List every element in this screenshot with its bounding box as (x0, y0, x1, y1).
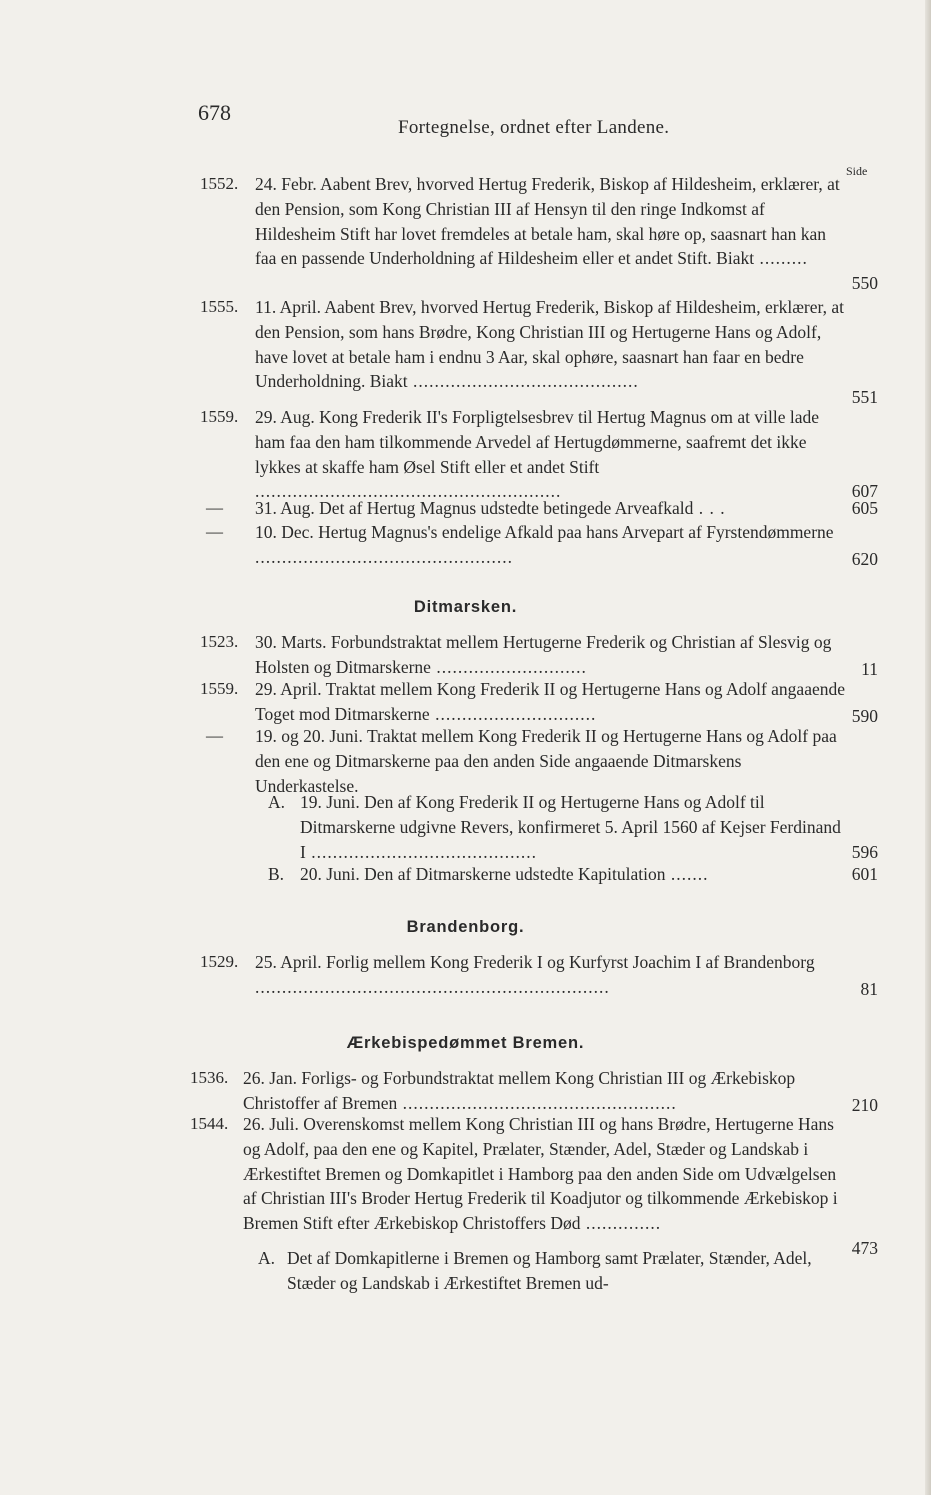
entry-year: 1529. (200, 952, 239, 971)
subentry-letter: A. (268, 792, 286, 812)
entry-text: 29. Aug. Kong Frederik II's Forpligtelsesbrev til Hertug Magnus om at ville lade ham faa den ham tilkommende Arvedel af Hertugdømmerne, saafremt det ikke lykkes at skaffe ham Øsel Stift eller et andet Stift ......................................................... (255, 407, 820, 502)
entry-text: 19. og 20. Juni. Traktat mellem Kong Frederik II og Hertugerne Hans og Adolf paa den ene og Ditmarskerne paa den anden Side angaaende Ditmarskens Underkastelse. (255, 726, 837, 796)
entry-text: 25. April. Forlig mellem Kong Frederik I og Kurfyrst Joachim I af Brandenborg .................................................................. (255, 952, 815, 997)
entry-text: 31. Aug. Det af Hertug Magnus udstedte betingede Arveafkald . . . (255, 498, 726, 518)
section-title-bremen: Ærkebispedømmet Bremen. (346, 1034, 585, 1052)
entry-page: 210 (851, 1095, 878, 1115)
entry-year: 1555. (200, 297, 239, 316)
entry-year: — (206, 498, 223, 517)
subentry-letter: B. (268, 864, 285, 884)
entry-page: 550 (851, 273, 878, 293)
entry-year: — (206, 726, 223, 745)
subentry-text: 19. Juni. Den af Kong Frederik II og Hertugerne Hans og Adolf til Ditmarskerne udgivne Revers, konfirmeret 5. April 1560 af Kejser Ferdinand I .......................................... (300, 792, 841, 862)
entry-text: 11. April. Aabent Brev, hvorved Hertug Frederik, Biskop af Hildesheim, erklærer, at den Pension, som hans Brødre, Kong Christian III og Hertugerne Hans og Adolf, have lovet at betale ham i endnu 3 Aar, skal ophøre, saasnart han faar en bedre Underholdning. Biakt .......................................... (255, 297, 844, 392)
entry-text: 26. Juli. Overenskomst mellem Kong Christian III og hans Brødre, Hertugerne Hans og Adolf, paa den ene og Kapitel, Prælater, Stænder, Adel, Stæder og Landskab i Ærkestiftet Bremen og Domkapitlet i Hamborg paa den anden Side om Udvælgelsen af Christian III's Broder Hertug Frederik til Koadjutor og tilkommende Ærkebiskop i Bremen Stift efter Ærkebiskop Christoffers Død .............. (243, 1114, 838, 1234)
entry-text: 29. April. Traktat mellem Kong Frederik II og Hertugerne Hans og Adolf angaaende Toget mod Ditmarskerne .............................. (255, 679, 846, 724)
entry-page: 605 (851, 498, 878, 518)
subentry-page: 601 (851, 864, 878, 884)
entry-page: 551 (851, 387, 878, 407)
entry-page: 607 (851, 481, 878, 501)
entry-year: 1559. (200, 407, 239, 426)
entry-page: 590 (851, 706, 878, 726)
entry-text: 30. Marts. Forbundstraktat mellem Hertugerne Frederik og Christian af Slesvig og Holsten og Ditmarskerne ............................ (255, 632, 832, 677)
subentry-text: Det af Domkapitlerne i Bremen og Hamborg samt Prælater, Stænder, Adel, Stæder og Landskab i Ærkestiftet Bremen ud- (287, 1248, 812, 1293)
entry-year: 1559. (200, 679, 239, 698)
page-edge (925, 0, 931, 1495)
entry-page: 620 (851, 549, 878, 569)
entry-year: 1552. (200, 174, 239, 193)
entry-text: 10. Dec. Hertug Magnus's endelige Afkald paa hans Arvepart af Fyrstendømmerne ................................................ (255, 522, 834, 567)
entry-year: — (206, 522, 223, 541)
running-title: Fortegnelse, ordnet efter Landene. (398, 117, 670, 138)
subentry-page: 596 (851, 842, 878, 862)
section-title-brandenborg: Brandenborg. (406, 918, 525, 936)
page-number: 678 (198, 100, 231, 125)
entry-page: 81 (860, 979, 878, 999)
side-column-label: Side (846, 164, 868, 178)
entry-text: 24. Febr. Aabent Brev, hvorved Hertug Frederik, Biskop af Hildesheim, erklærer, at den Pension, som Kong Christian III af Hensyn til den ringe Indkomst af Hildesheim Stift har lovet fremdeles at betale ham, skal høre op, saasnart han kan faa en passende Underholdning af Hildesheim eller et andet Stift. Biakt ......... (255, 174, 840, 269)
entry-text: 26. Jan. Forligs- og Forbundstraktat mellem Kong Christian III og Ærkebiskop Christoffer af Bremen ................................................... (243, 1068, 796, 1113)
entry-year: 1536. (190, 1068, 229, 1087)
subentry-letter: A. (258, 1248, 276, 1268)
subentry-text: 20. Juni. Den af Ditmarskerne udstedte Kapitulation ....... (300, 864, 709, 884)
section-title-ditmarsken: Ditmarsken. (413, 598, 518, 616)
entry-year: 1523. (200, 632, 239, 651)
entry-page: 11 (861, 659, 878, 679)
entry-year: 1544. (190, 1114, 229, 1133)
entry-page: 473 (851, 1238, 878, 1258)
